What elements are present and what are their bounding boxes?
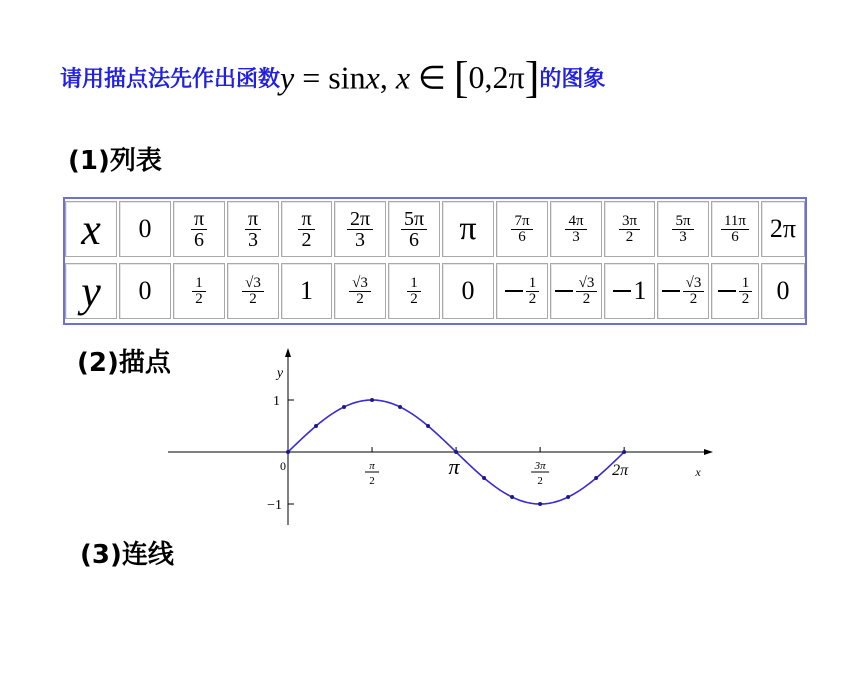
y-row-cell (334, 263, 386, 319)
plot-point (622, 450, 626, 454)
y-row-cell (388, 263, 440, 319)
y-row-value: 1 (300, 276, 313, 305)
eq-y: y (280, 59, 295, 96)
fraction-numerator: 1 (739, 276, 753, 292)
plot-point (342, 405, 346, 409)
y-row-fraction (349, 276, 371, 307)
fraction-denominator: 6 (518, 228, 526, 245)
fraction-numerator: 1 (526, 276, 540, 292)
x-row-cell (604, 201, 655, 257)
y-row-value: 0 (461, 276, 475, 305)
fraction-denominator: 3 (572, 228, 580, 245)
problem-statement (60, 52, 605, 104)
eq-x2: x (395, 59, 411, 96)
y-row-fraction (242, 276, 264, 307)
fraction-numerator: 2π (347, 209, 373, 230)
y-row-value: 0 (776, 276, 790, 305)
x-row-cell (711, 201, 759, 257)
plot-point (538, 502, 542, 506)
x-tick-label-3pi-half-num: 3π (534, 460, 546, 472)
problem-prefix: 请用描点法先作出函数 (60, 67, 281, 92)
eq-in: ∈ (410, 59, 454, 96)
y-row-cell (173, 263, 225, 319)
x-row-cell: x (65, 201, 117, 257)
fraction-denominator: 2 (195, 290, 203, 307)
x-row-cell (334, 201, 386, 257)
x-tick-label-pi-half-num: π (369, 460, 375, 472)
x-row-cell (657, 201, 709, 257)
x-tick-label-pi-half-den: 2 (369, 475, 375, 487)
fraction-denominator: 2 (356, 290, 364, 307)
fraction-denominator: 6 (408, 228, 419, 251)
fraction-numerator: 1 (192, 276, 206, 292)
fraction-numerator: 5π (672, 214, 693, 230)
x-axis-arrow (704, 449, 713, 455)
fraction-numerator: π (245, 209, 261, 230)
x-row-fraction (721, 214, 749, 245)
fraction-denominator: 3 (247, 228, 258, 251)
x-row-fraction (245, 209, 261, 250)
y-row-fraction (576, 276, 598, 307)
y-row-cell (761, 263, 805, 319)
fraction-denominator: 2 (249, 290, 257, 307)
bracket-close: ] (524, 53, 540, 102)
graph-labels (267, 366, 701, 513)
fraction-numerator: 1 (407, 276, 421, 292)
y-row-fraction (192, 276, 206, 307)
step-1-heading: (1)列表 (68, 146, 162, 176)
y-row-cell (227, 263, 279, 319)
x-row-fraction (565, 214, 586, 245)
fraction-denominator: 3 (679, 228, 687, 245)
eq-sin: = sin (294, 59, 366, 96)
fraction-denominator: 2 (528, 290, 537, 307)
x-row-cell (442, 201, 494, 257)
y-axis-arrow (285, 348, 291, 357)
x-row-cell (496, 201, 548, 257)
fraction-denominator: 2 (625, 228, 634, 245)
fraction-numerator: √3 (683, 276, 705, 292)
table-row-x (65, 199, 805, 261)
fraction-denominator: 3 (354, 228, 365, 251)
y-row-fraction (739, 276, 753, 307)
x-row-fraction (191, 209, 207, 250)
x-row-cell (119, 201, 171, 257)
fraction-numerator: 11π (721, 214, 749, 230)
x-row-cell (173, 201, 225, 257)
y-row-cell: y (65, 263, 117, 319)
x-row-value: π (459, 210, 477, 247)
fraction-numerator: π (298, 209, 314, 230)
fraction-numerator: 4π (565, 214, 586, 230)
eq-comma: , (379, 59, 396, 96)
plot-point (566, 495, 570, 499)
x-row-cell (227, 201, 279, 257)
y-row-cell (657, 263, 709, 319)
y-row-cell (550, 263, 602, 319)
plot-point (482, 476, 486, 480)
fraction-numerator: √3 (576, 276, 598, 292)
y-row-cell (119, 263, 171, 319)
y-row-cell (604, 263, 655, 319)
x-tick-label-pi: π (448, 454, 460, 479)
x-row-fraction (619, 214, 640, 245)
plot-point (314, 424, 318, 428)
y-tick-label-1: 1 (273, 394, 280, 409)
y-row-value: 0 (138, 276, 152, 305)
fraction-denominator: 2 (689, 290, 698, 307)
y-row-cell (711, 263, 759, 319)
y-axis-label: y (276, 366, 284, 381)
fraction-denominator: 6 (193, 228, 204, 251)
x-row-fraction (298, 209, 314, 250)
x-row-fraction (401, 209, 427, 250)
problem-suffix: 的图象 (539, 67, 606, 92)
x-row-cell (388, 201, 440, 257)
x-row-value: 0 (138, 214, 152, 243)
bracket-open: [ (453, 53, 469, 102)
fraction-numerator: 7π (511, 214, 532, 230)
y-tick-label-neg1: −1 (267, 498, 282, 513)
equation (280, 60, 454, 96)
fraction-numerator: 5π (401, 209, 427, 230)
y-row-cell (281, 263, 332, 319)
fraction-numerator: √3 (349, 276, 371, 292)
x-tick-label-2pi: 2π (612, 462, 629, 479)
y-row-cell (442, 263, 494, 319)
plot-point (398, 405, 402, 409)
x-row-fraction (347, 209, 373, 250)
fraction-denominator: 2 (741, 290, 750, 307)
value-table (63, 197, 807, 325)
x-row-cell (761, 201, 805, 257)
y-row-value: 1 (633, 276, 647, 305)
eq-x: x (365, 59, 380, 96)
x-row-cell (550, 201, 602, 257)
y-row-fraction (407, 276, 421, 307)
fraction-denominator: 2 (582, 290, 591, 307)
x-row-fraction (672, 214, 693, 245)
x-tick-label-3pi-half-den: 2 (537, 475, 543, 487)
y-row-cell (496, 263, 548, 319)
fraction-numerator: 3π (619, 214, 640, 230)
sine-graph (163, 345, 723, 535)
x-row-fraction (511, 214, 532, 245)
fraction-denominator: 6 (731, 228, 739, 245)
fraction-numerator: √3 (242, 276, 264, 292)
plot-point (594, 476, 598, 480)
origin-label: 0 (280, 459, 286, 473)
y-row-fraction (683, 276, 705, 307)
table-row-y (65, 261, 805, 323)
plot-point (510, 495, 514, 499)
interval: 0,2π (468, 59, 525, 95)
fraction-numerator: π (191, 209, 207, 230)
fraction-denominator: 2 (410, 290, 418, 307)
fraction-denominator: 2 (301, 228, 312, 251)
x-row-value: 2π (769, 214, 797, 243)
x-axis-label: x (695, 465, 701, 479)
plot-point (426, 424, 430, 428)
step-3-heading: (3)连线 (80, 540, 174, 570)
x-row-cell (281, 201, 332, 257)
step-2-heading: (2)描点 (77, 348, 171, 378)
plot-point (370, 398, 374, 402)
y-row-fraction (526, 276, 540, 307)
plot-point (286, 450, 290, 454)
